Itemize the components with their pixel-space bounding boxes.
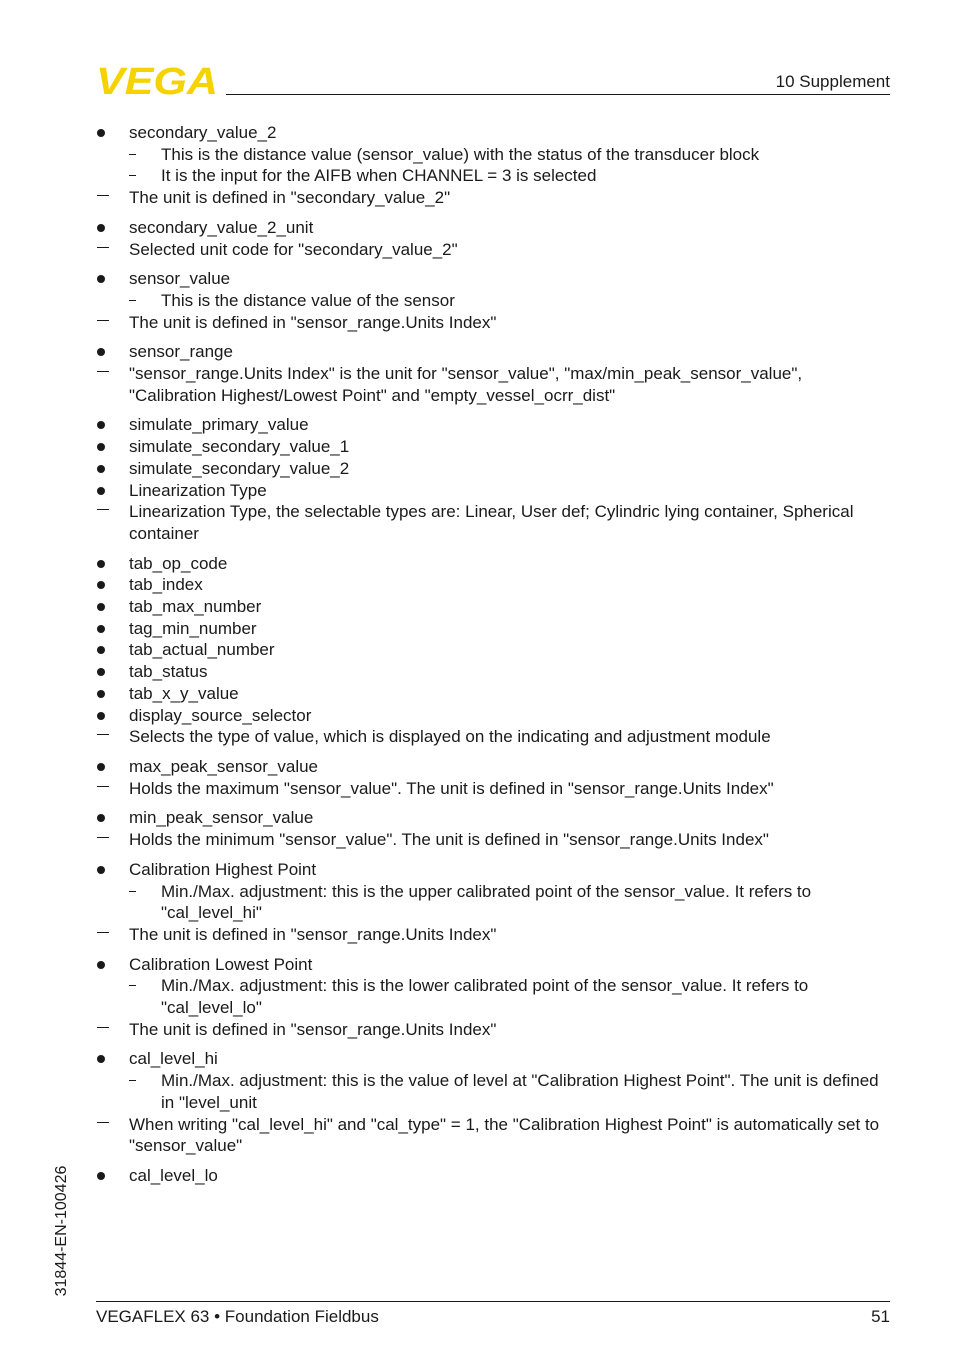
bullet-icon <box>96 553 124 575</box>
parameter-list <box>96 122 890 1187</box>
description-item <box>96 924 890 946</box>
bullet-icon <box>96 217 124 239</box>
description-item <box>96 239 890 261</box>
item-text: Selects the type of value, which is displayed on the indicating and adjustment module <box>129 727 771 747</box>
bullet-item <box>96 458 890 480</box>
sub-item <box>96 881 890 924</box>
dash-icon <box>96 726 124 748</box>
sub-item <box>96 1070 890 1113</box>
sub-item <box>96 144 890 166</box>
item-text: tab_actual_number <box>129 640 275 660</box>
dash-icon <box>96 501 124 523</box>
item-text: simulate_secondary_value_1 <box>129 437 350 457</box>
bullet-icon <box>96 807 124 829</box>
item-text: tab_x_y_value <box>129 683 239 703</box>
item-text: The unit is defined in "sensor_range.Units Index" <box>129 924 497 944</box>
bullet-icon <box>96 661 124 683</box>
description-item <box>96 363 890 406</box>
vega-logo <box>96 64 220 98</box>
bullet-icon <box>96 436 124 458</box>
bullet-item <box>96 618 890 640</box>
item-text: Linearization Type, the selectable types are: Linear, User def; Cylindric lying container, Spherical container <box>129 502 854 543</box>
description-item <box>96 312 890 334</box>
item-text: max_peak_sensor_value <box>129 756 319 776</box>
dash-icon <box>129 165 157 187</box>
item-text: Calibration Lowest Point <box>129 954 313 974</box>
bullet-icon <box>96 458 124 480</box>
bullet-icon <box>96 683 124 705</box>
dash-icon <box>96 1114 124 1136</box>
bullet-item <box>96 1048 890 1070</box>
item-text: Calibration Highest Point <box>129 859 317 879</box>
section-title: 10 Supplement <box>775 72 890 91</box>
dash-icon <box>129 290 157 312</box>
bullet-icon <box>96 1048 124 1070</box>
item-text: Holds the minimum "sensor_value". The unit is defined in "sensor_range.Units Index" <box>129 830 769 850</box>
bullet-icon <box>96 954 124 976</box>
item-text: The unit is defined in "sensor_range.Units Index" <box>129 1019 497 1039</box>
item-text: tab_op_code <box>129 553 228 573</box>
bullet-icon <box>96 596 124 618</box>
item-text: secondary_value_2_unit <box>129 217 314 237</box>
item-text: simulate_secondary_value_2 <box>129 458 350 478</box>
document-number <box>52 1156 72 1306</box>
bullet-icon <box>96 1165 124 1187</box>
bullet-icon <box>96 574 124 596</box>
description-item <box>96 187 890 209</box>
item-text: tab_max_number <box>129 597 262 617</box>
item-text: The unit is defined in "sensor_range.Units Index" <box>129 312 497 332</box>
footer-title: VEGAFLEX 63 • Foundation Fieldbus <box>96 1307 379 1326</box>
bullet-icon <box>96 414 124 436</box>
sub-item <box>96 975 890 1018</box>
description-item <box>96 1114 890 1157</box>
description-item <box>96 778 890 800</box>
bullet-item <box>96 954 890 976</box>
bullet-item <box>96 756 890 778</box>
bullet-item <box>96 574 890 596</box>
bullet-item <box>96 436 890 458</box>
dash-icon <box>96 829 124 851</box>
document-number-text: 31844-EN-100426 <box>53 1165 70 1297</box>
item-text: simulate_primary_value <box>129 415 309 435</box>
item-text: The unit is defined in "secondary_value_2" <box>129 188 451 208</box>
item-text: sensor_value <box>129 269 231 289</box>
bullet-item <box>96 341 890 363</box>
bullet-item <box>96 859 890 881</box>
bullet-item <box>96 661 890 683</box>
dash-icon <box>129 975 157 997</box>
item-text: Selected unit code for "secondary_value_2" <box>129 239 458 259</box>
item-text: tag_min_number <box>129 618 257 638</box>
bullet-item <box>96 414 890 436</box>
dash-icon <box>129 144 157 166</box>
bullet-item <box>96 1165 890 1187</box>
bullet-item <box>96 705 890 727</box>
bullet-item <box>96 807 890 829</box>
dash-icon <box>96 187 124 209</box>
description-item <box>96 501 890 544</box>
bullet-icon <box>96 122 124 144</box>
bullet-icon <box>96 639 124 661</box>
logo-wordmark: VEGA <box>96 64 218 98</box>
bullet-item <box>96 553 890 575</box>
bullet-icon <box>96 618 124 640</box>
sub-item <box>96 290 890 312</box>
dash-icon <box>96 778 124 800</box>
item-text: It is the input for the AIFB when CHANNEL = 3 is selected <box>161 166 597 186</box>
dash-icon <box>96 239 124 261</box>
bullet-icon <box>96 268 124 290</box>
bullet-item <box>96 217 890 239</box>
item-text: cal_level_lo <box>129 1165 218 1185</box>
bullet-icon <box>96 756 124 778</box>
item-text: "sensor_range.Units Index" is the unit for "sensor_value", "max/min_peak_sensor_value", "Calibration Highest/Lowest Point" and "empty_vessel_ocrr_dist" <box>129 364 803 405</box>
item-text: tab_status <box>129 662 208 682</box>
item-text: cal_level_hi <box>129 1049 218 1069</box>
dash-icon <box>129 1070 157 1092</box>
sub-item <box>96 165 890 187</box>
item-text: Min./Max. adjustment: this is the lower calibrated point of the sensor_value. It refers to "cal_level_lo" <box>161 976 809 1018</box>
bullet-item <box>96 683 890 705</box>
bullet-item <box>96 268 890 290</box>
footer-rule <box>96 1301 890 1302</box>
bullet-item <box>96 122 890 144</box>
dash-icon <box>96 312 124 334</box>
bullet-item <box>96 480 890 502</box>
description-item <box>96 1019 890 1041</box>
bullet-item <box>96 639 890 661</box>
item-text: secondary_value_2 <box>129 123 277 142</box>
item-text: Min./Max. adjustment: this is the upper calibrated point of the sensor_value. It refers to "cal_level_hi" <box>161 881 812 923</box>
item-text: This is the distance value (sensor_value) with the status of the transducer block <box>161 144 760 164</box>
item-text: tab_index <box>129 575 203 595</box>
bullet-icon <box>96 480 124 502</box>
description-item <box>96 829 890 851</box>
description-item <box>96 726 890 748</box>
item-text: Min./Max. adjustment: this is the value of level at "Calibration Highest Point". The unit is defined in "level_unit <box>161 1071 879 1112</box>
item-text: This is the distance value of the sensor <box>161 290 455 310</box>
dash-icon <box>96 924 124 946</box>
bullet-icon <box>96 341 124 363</box>
header-rule <box>226 94 890 95</box>
bullet-icon <box>96 859 124 881</box>
bullet-icon <box>96 705 124 727</box>
item-text: Holds the maximum "sensor_value". The unit is defined in "sensor_range.Units Index" <box>129 778 774 798</box>
dash-icon <box>129 881 157 903</box>
bullet-item <box>96 596 890 618</box>
item-text: sensor_range <box>129 342 233 362</box>
item-text: When writing "cal_level_hi" and "cal_type" = 1, the "Calibration Highest Point" is automatically set to "sensor_value" <box>129 1114 880 1156</box>
item-text: Linearization Type <box>129 480 267 500</box>
dash-icon <box>96 363 124 385</box>
page-number: 51 <box>871 1307 890 1326</box>
item-text: min_peak_sensor_value <box>129 808 314 828</box>
item-text: display_source_selector <box>129 705 312 725</box>
dash-icon <box>96 1019 124 1041</box>
